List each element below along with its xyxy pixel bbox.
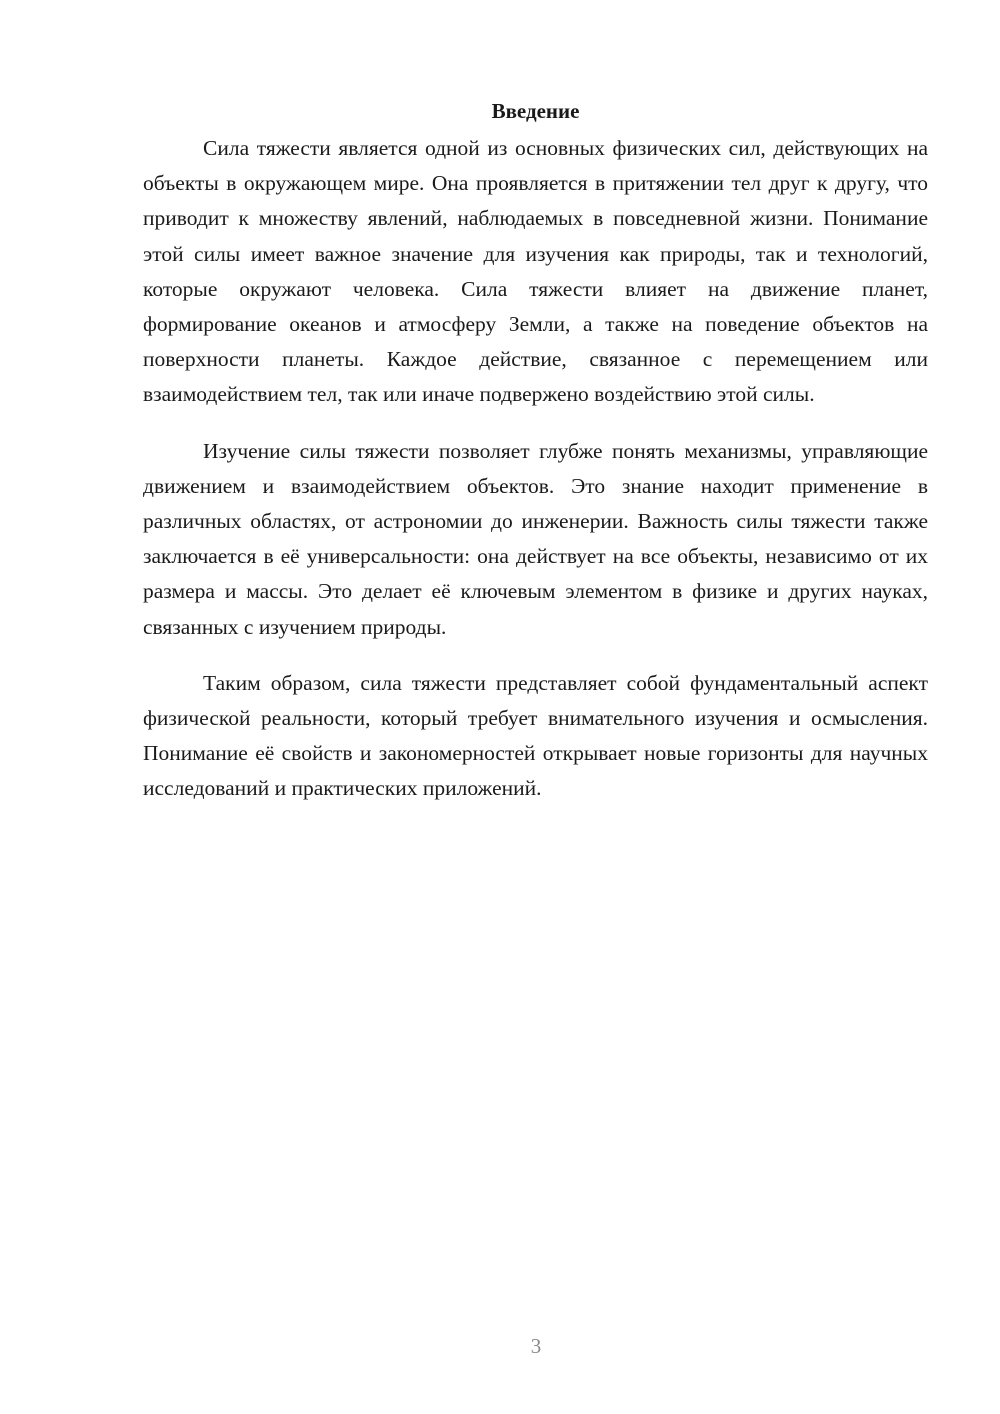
paragraph-3: Таким образом, сила тяжести представляет собой фундаментальный аспект физической реальности, который требует внимательного изучения и осмысления. Понимание её свойств и закономерностей открывает новые горизонты для научных исследований и практических приложений. <box>143 670 928 801</box>
page-content <box>143 96 928 807</box>
paragraph-2: Изучение силы тяжести позволяет глубже понять механизмы, управляющие движением и взаимодействием объектов. Это знание находит применение в различных областях, от астрономии до инженерии. Важность силы тяжести также заключается в её универсальности: она действует на все объекты, независимо от их размера и массы. Это делает её ключевым элементом в физике и других науках, связанных с изучением природы. <box>143 438 928 639</box>
paragraph-1: Сила тяжести является одной из основных физических сил, действующих на объекты в окружающем мире. Она проявляется в притяжении тел друг к другу, что приводит к множеству явлений, наблюдаемых в повседневной жизни. Понимание этой силы имеет важное значение для изучения как природы, так и технологий, которые окружают человека. Сила тяжести влияет на движение планет, формирование океанов и атмосферу Земли, а также на поведение объектов на поверхности планеты. Каждое действие, связанное с перемещением или взаимодействием тел, так или иначе подвержено воздействию этой силы. <box>143 136 928 407</box>
page-number: 3 <box>530 1334 542 1358</box>
section-title: Введение <box>491 99 580 123</box>
